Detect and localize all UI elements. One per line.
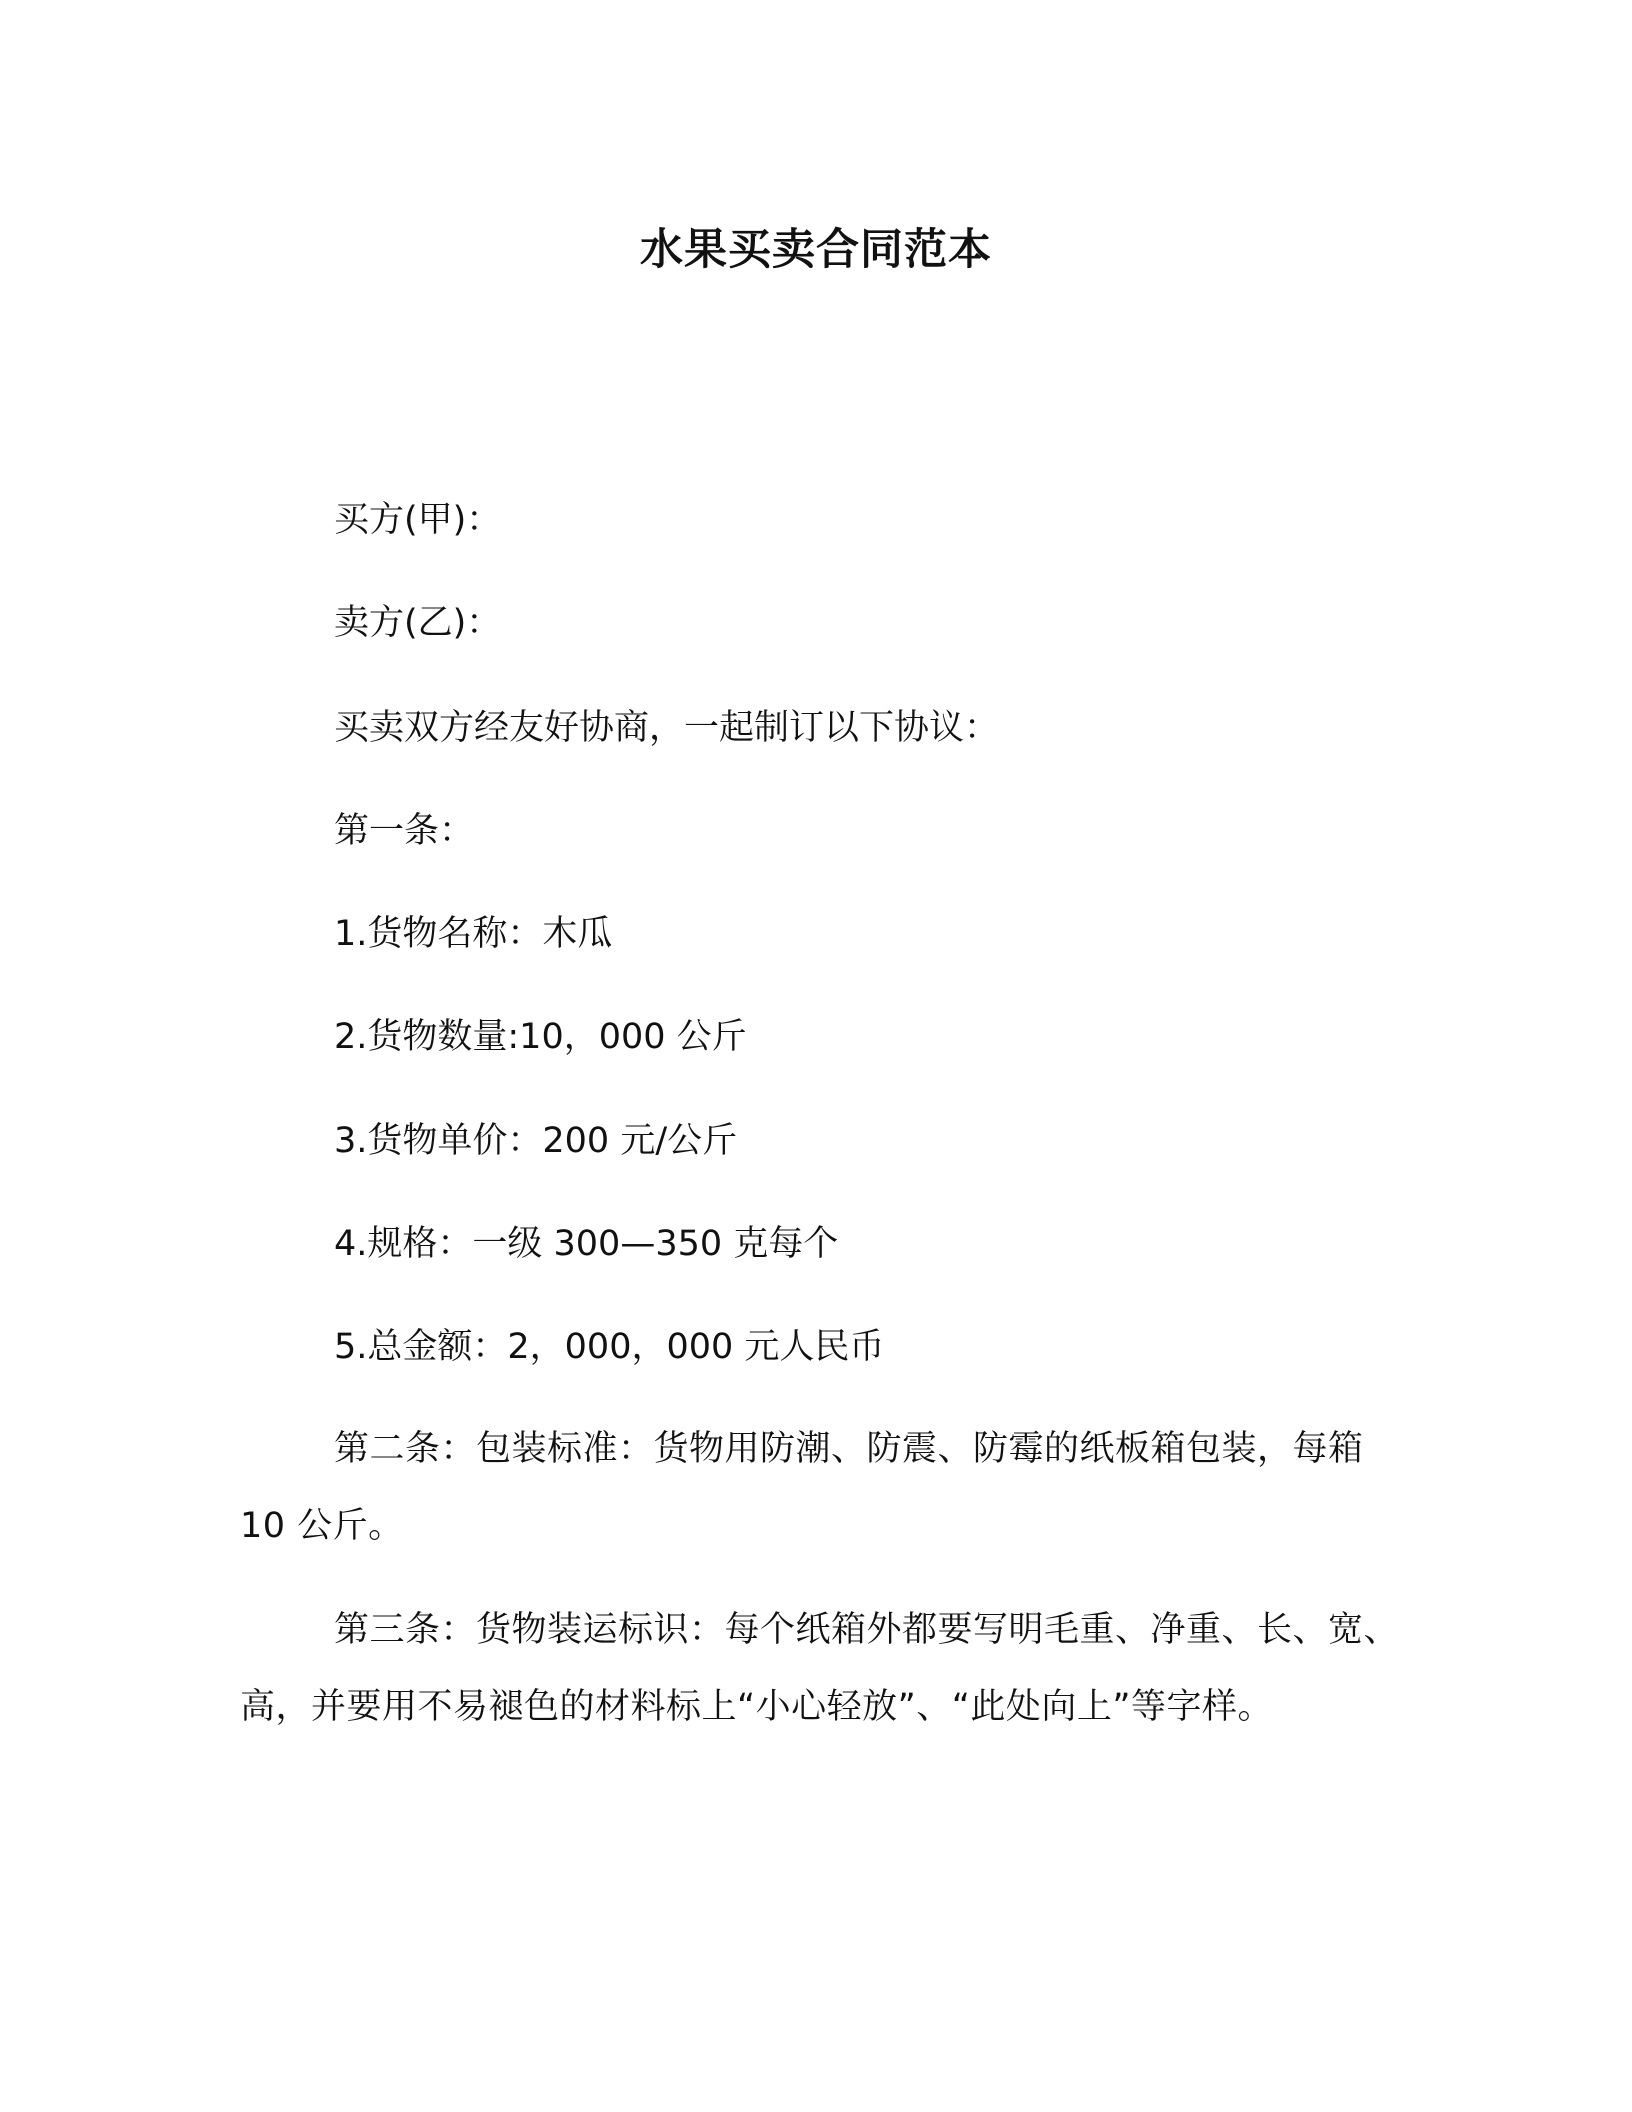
article-2-paragraph: 第二条：包装标准：货物用防潮、防震、防霉的纸板箱包装，每箱 10 公斤。 <box>240 1429 1364 1546</box>
item-unit-price: 3.货物单价：200 元/公斤 <box>334 1121 738 1161</box>
buyer-line: 买方(甲)： <box>334 500 502 540</box>
article-1-heading: 第一条： <box>334 811 475 851</box>
item-total-amount: 5.总金额：2，000，000 元人民币 <box>334 1327 885 1367</box>
document-title: 水果买卖合同范本 <box>640 225 992 275</box>
item-goods-quantity: 2.货物数量:10，000 公斤 <box>334 1017 747 1057</box>
seller-line: 卖方(乙)： <box>334 603 502 643</box>
item-goods-name: 1.货物名称：木瓜 <box>334 914 613 954</box>
item-specification: 4.规格：一级 300—350 克每个 <box>334 1224 839 1264</box>
article-3-paragraph: 第三条：货物装运标识：每个纸箱外都要写明毛重、净重、长、宽、高，并要用不易褪色的材料标上“小心轻放”、“此处向上”等字样。 <box>240 1610 1400 1727</box>
intro-line: 买卖双方经友好协商，一起制订以下协议： <box>334 708 1000 748</box>
